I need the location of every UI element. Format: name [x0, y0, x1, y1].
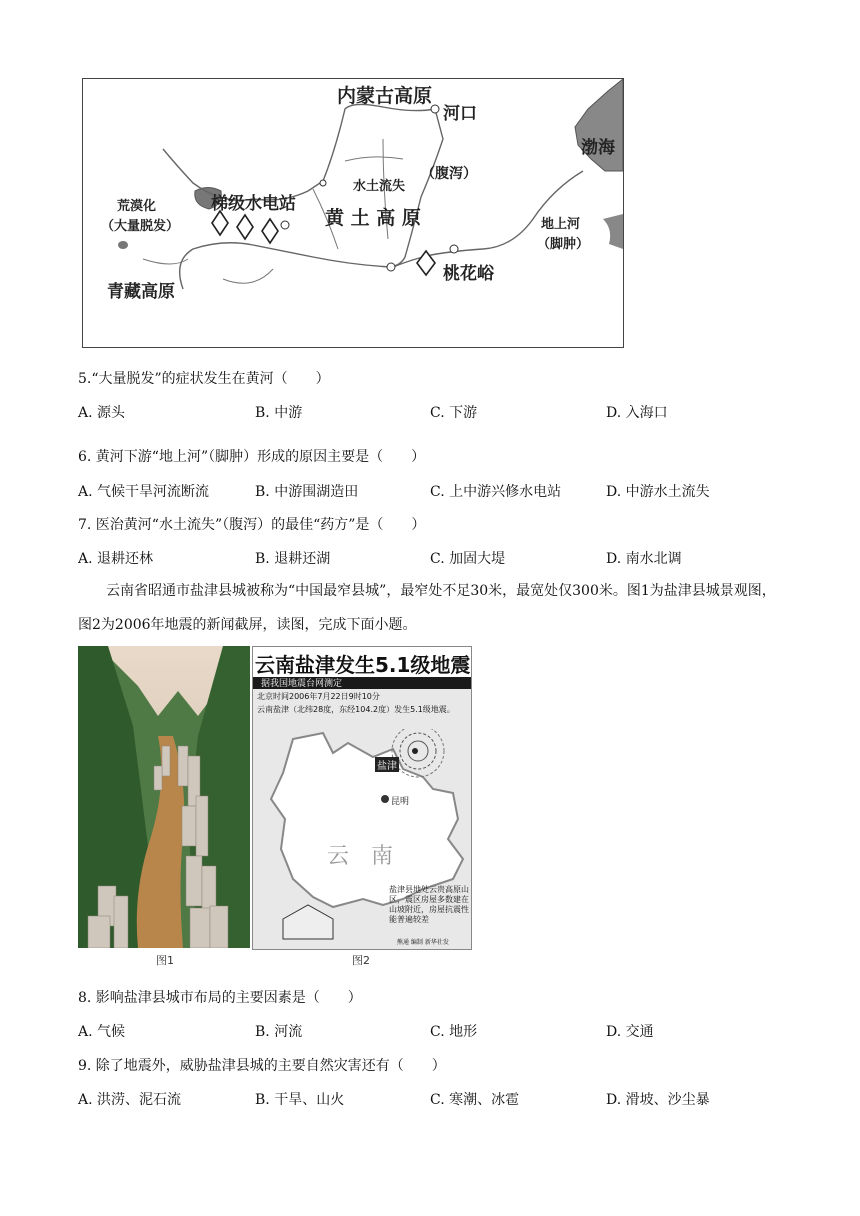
label-tiji: 梯级水电站: [211, 194, 296, 214]
q8-option-a[interactable]: A. 气候: [78, 1024, 126, 1040]
label-neimenggu: 内蒙古高原: [337, 85, 433, 107]
q8-option-d[interactable]: D. 交通: [606, 1024, 654, 1040]
figure-2-news: [252, 646, 472, 950]
yellow-river-map: [82, 78, 624, 348]
label-fuxie: （腹泻）: [421, 166, 477, 182]
q9-option-c[interactable]: C. 寒潮、冰雹: [430, 1092, 520, 1108]
q9-option-d[interactable]: D. 滑坡、沙尘暴: [606, 1092, 710, 1108]
city-valley-illustration: [78, 646, 250, 948]
passage: 云南省昭通市盐津县城被称为“中国最窄县城”，最窄处不足30米，最宽处仅300米。图1为盐津县城景观图，图2为2006年地震的新闻截屏，读图，完成下面小题。: [78, 583, 776, 633]
news-detail: 云南盐津（北纬28度，东经104.2度）发生5.1级地震。: [257, 705, 455, 714]
q5-option-a[interactable]: A. 源头: [78, 405, 126, 421]
q5-option-d[interactable]: D. 入海口: [606, 405, 668, 421]
q8-option-b[interactable]: B. 河流: [255, 1024, 303, 1040]
label-taohuayu: 桃花峪: [443, 264, 494, 284]
q6-option-c[interactable]: C. 上中游兴修水电站: [430, 484, 562, 500]
news-headline: 云南盐津发生5.1级地震: [255, 653, 471, 677]
label-dishang-note: （脚肿）: [537, 237, 590, 252]
question-8: 8. 影响盐津县城市布局的主要因素是（ ）: [78, 990, 362, 1006]
q6-option-b[interactable]: B. 中游围湖造田: [255, 484, 359, 500]
label-huangmo-note: （大量脱发）: [101, 219, 180, 234]
question-7: 7. 医治黄河“水土流失”（腹泻）的最佳“药方”是（ ）: [78, 517, 426, 533]
q7-option-d[interactable]: D. 南水北调: [606, 551, 682, 567]
label-hekou: 河口: [443, 104, 477, 124]
q6-option-d[interactable]: D. 中游水土流失: [606, 484, 710, 500]
label-huangtu: 黄 土 高 原: [325, 207, 421, 229]
label-shuitu: 水土流失: [353, 179, 406, 194]
question-6: 6. 黄河下游“地上河”（脚肿）形成的原因主要是（ ）: [78, 449, 426, 465]
news-credit: 熊通 编制 新华社发: [397, 939, 449, 946]
news-time: 北京时间2006年7月22日9时10分: [257, 692, 380, 701]
label-huangmo: 荒漠化: [117, 199, 157, 214]
q7-option-a[interactable]: A. 退耕还林: [78, 551, 154, 567]
news-note: 盐津县地处云贵高原山区，震区房屋多数建在山坡附近，房屋抗震性能普遍较差: [389, 885, 469, 924]
label-kunming: 昆明: [391, 797, 410, 807]
figure-1-photo: [78, 646, 250, 948]
q9-option-b[interactable]: B. 干旱、山火: [255, 1092, 345, 1108]
news-subhead: 据我国地震台网测定: [261, 679, 343, 689]
label-yanjin: 盐津: [375, 757, 399, 772]
question-9: 9. 除了地震外，威胁盐津县城的主要自然灾害还有（ ）: [78, 1058, 446, 1074]
caption-figure-1: 图1: [156, 954, 174, 967]
q5-option-c[interactable]: C. 下游: [430, 405, 478, 421]
q5-option-b[interactable]: B. 中游: [255, 405, 303, 421]
label-yunnan: 云 南: [327, 844, 394, 869]
label-qingzang: 青藏高原: [107, 282, 175, 302]
q6-option-a[interactable]: A. 气候干旱河流断流: [78, 484, 210, 500]
question-5: 5.“大量脱发”的症状发生在黄河（ ）: [78, 371, 330, 387]
q8-option-c[interactable]: C. 地形: [430, 1024, 478, 1040]
q7-option-c[interactable]: C. 加固大堤: [430, 551, 506, 567]
caption-figure-2: 图2: [352, 954, 370, 967]
label-dishang: 地上河: [541, 217, 581, 232]
q7-option-b[interactable]: B. 退耕还湖: [255, 551, 331, 567]
q9-option-a[interactable]: A. 洪涝、泥石流: [78, 1092, 182, 1108]
label-bohai: 渤海: [581, 138, 615, 158]
